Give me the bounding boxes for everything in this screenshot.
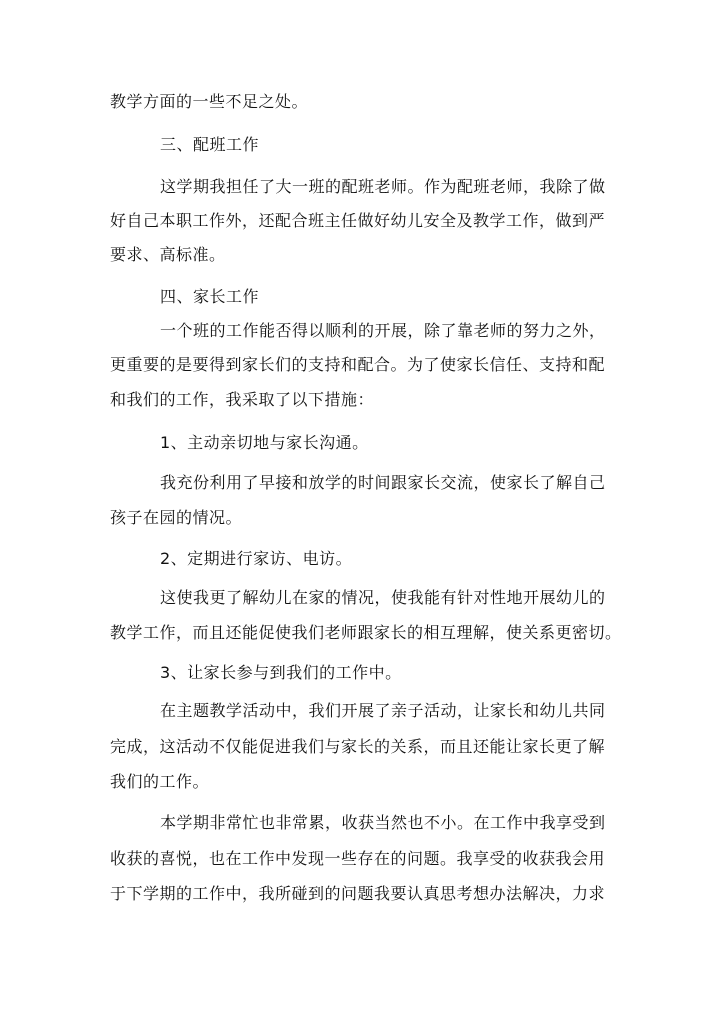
text-line: 更重要的是要得到家长们的支持和配合。为了使家长信任、支持和配 <box>110 355 606 374</box>
text-line: 和我们的工作，我采取了以下措施： <box>110 390 375 409</box>
text-line: 完成，这活动不仅能促进我们与家长的关系，而且还能让家长更了解 <box>110 737 606 756</box>
section-heading-parent-work: 四、家长工作 <box>160 287 260 306</box>
text-line: 这学期我担任了大一班的配班老师。作为配班老师，我除了做 <box>160 177 606 196</box>
text-line: 我充份利用了早接和放学的时间跟家长交流，使家长了解自己 <box>160 473 606 492</box>
text-line: 一个班的工作能否得以顺利的开展，除了靠老师的努力之外， <box>160 321 606 340</box>
text-line: 孩子在园的情况。 <box>110 508 243 527</box>
text-line: 在主题教学活动中，我们开展了亲子活动，让家长和幼儿共同 <box>160 701 606 720</box>
text-line: 好自己本职工作外，还配合班主任做好幼儿安全及教学工作，做到严 <box>110 211 606 230</box>
list-item-heading: 3、让家长参与到我们的工作中。 <box>160 663 402 682</box>
text-line: 我们的工作。 <box>110 772 210 791</box>
text-line: 教学工作，而且还能促使我们老师跟家长的相互理解，使关系更密切。 <box>110 623 622 642</box>
text-line: 教学方面的一些不足之处。 <box>110 92 309 111</box>
text-line: 本学期非常忙也非常累，收获当然也不小。在工作中我享受到 <box>160 813 606 832</box>
section-heading-class-work: 三、配班工作 <box>160 135 260 154</box>
list-item-heading: 1、主动亲切地与家长沟通。 <box>160 433 369 452</box>
text-line: 收获的喜悦，也在工作中发现一些存在的问题。我享受的收获我会用 <box>110 849 606 868</box>
text-line: 这使我更了解幼儿在家的情况，使我能有针对性地开展幼儿的 <box>160 588 606 607</box>
text-line: 要求、高标准。 <box>110 245 226 264</box>
text-line: 于下学期的工作中，我所碰到的问题我要认真思考想办法解决，力求 <box>110 884 606 903</box>
list-item-heading: 2、定期进行家访、电访。 <box>160 549 353 568</box>
